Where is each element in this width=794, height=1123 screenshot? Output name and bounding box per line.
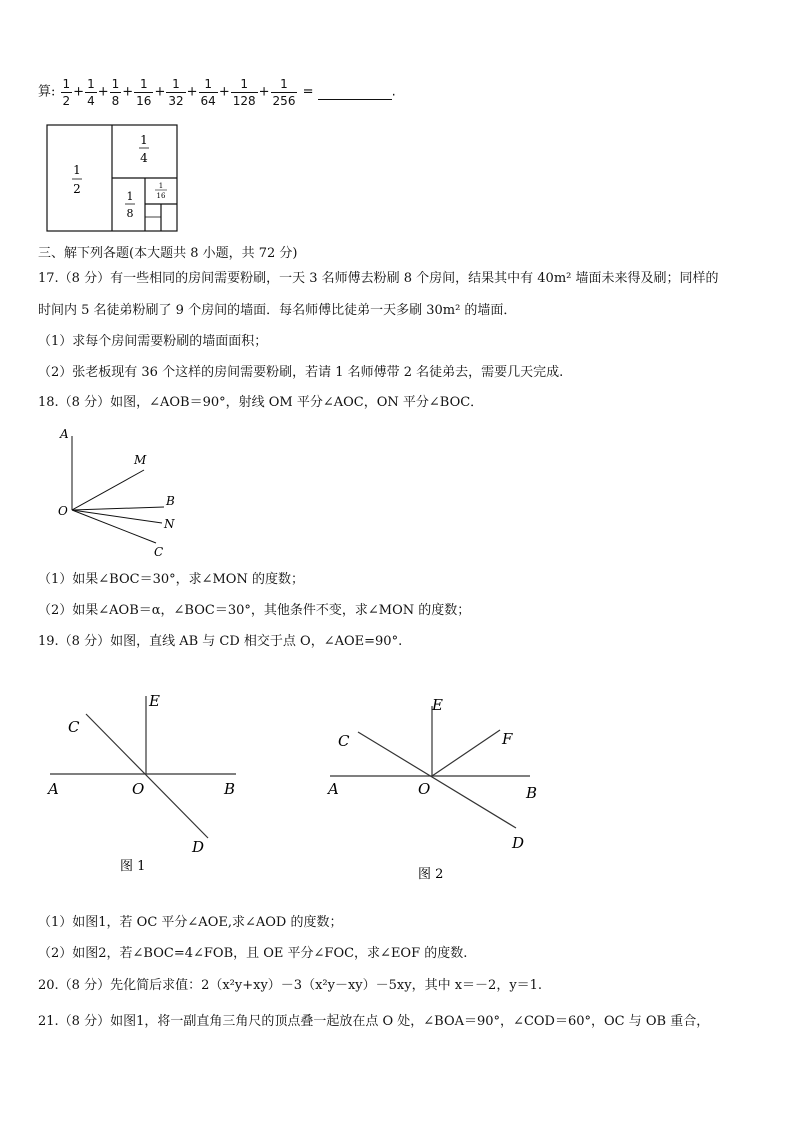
calc-end: . bbox=[391, 84, 396, 100]
fraction-denominator: 4 bbox=[87, 94, 95, 108]
fig1-label-A: A bbox=[48, 780, 59, 798]
q17-part2: （2）张老板现有 36 个这样的房间需要粉刷，若请 1 名师傅带 2 名徒弟去，需要几天完成. bbox=[38, 365, 564, 380]
q18-label-A: A bbox=[60, 427, 69, 441]
fraction-denominator: 2 bbox=[62, 94, 71, 108]
fraction-numerator: 1 bbox=[111, 77, 120, 91]
fig1-label-E: E bbox=[149, 692, 160, 710]
fig2-label-F: F bbox=[502, 730, 513, 748]
fraction-numerator: 1 bbox=[62, 77, 71, 91]
fig1-caption: 图 1 bbox=[120, 859, 146, 874]
fraction-term bbox=[61, 76, 73, 109]
plus-sign: + bbox=[218, 84, 230, 100]
q19-stem: 19.（8 分）如图，直线 AB 与 CD 相交于点 O，∠AOE=90°. bbox=[38, 634, 403, 649]
q18-label-B: B bbox=[166, 494, 175, 508]
q17-part1: （1）求每个房间需要粉刷的墙面面积； bbox=[38, 334, 268, 349]
fraction-term bbox=[85, 76, 97, 109]
sixteenth-denominator: 16 bbox=[156, 192, 166, 200]
answer-blank[interactable] bbox=[318, 86, 392, 100]
plus-sign: + bbox=[154, 84, 166, 100]
fraction-numerator: 1 bbox=[87, 77, 95, 91]
fraction-numerator: 1 bbox=[199, 76, 218, 93]
quarter-numerator: 1 bbox=[140, 133, 148, 147]
fraction-denominator: 8 bbox=[111, 94, 120, 108]
q17-line1: 17.（8 分）有一些相同的房间需要粉刷，一天 3 名师傅去粉刷 8 个房间，结果其中有 40m² 墙面未来得及刷；同样的 bbox=[38, 271, 719, 286]
q18-label-O: O bbox=[58, 504, 68, 518]
fraction-denominator: 16 bbox=[136, 94, 152, 108]
q19-part2: （2）如图2，若∠BOC=4∠FOB，且 OE 平分∠FOC，求∠EOF 的度数. bbox=[38, 946, 468, 961]
q19-part1: （1）如图1，若 OC 平分∠AOE,求∠AOD 的度数； bbox=[38, 915, 343, 930]
q21-text: 21.（8 分）如图1，将一副直角三角尺的顶点叠一起放在点 O 处，∠BOA＝90°，∠COD＝60°，OC 与 OB 重合， bbox=[38, 1014, 710, 1029]
q18-figure bbox=[52, 422, 192, 562]
eighth-numerator: 1 bbox=[126, 190, 134, 203]
plus-sign: + bbox=[73, 84, 85, 100]
fig1-label-D: D bbox=[192, 838, 205, 856]
q19-figure2 bbox=[322, 682, 562, 882]
fraction-term bbox=[199, 76, 218, 109]
fig2-label-C: C bbox=[338, 732, 350, 750]
fraction-term bbox=[271, 76, 298, 109]
q18-label-M: M bbox=[134, 453, 147, 467]
fig2-label-E: E bbox=[432, 696, 443, 714]
square-figure bbox=[46, 124, 186, 236]
fraction-term bbox=[231, 76, 258, 109]
plus-sign: + bbox=[122, 84, 134, 100]
half-denominator: 2 bbox=[73, 182, 81, 196]
fraction-numerator: 1 bbox=[134, 76, 153, 93]
q18-label-N: N bbox=[164, 517, 175, 531]
fraction-numerator: 1 bbox=[271, 76, 298, 93]
fraction-denominator: 32 bbox=[168, 94, 184, 108]
fig2-label-B: B bbox=[526, 784, 538, 802]
fraction-denominator: 64 bbox=[200, 94, 216, 108]
fig2-label-O: O bbox=[418, 780, 431, 798]
fraction-term bbox=[110, 76, 122, 109]
fraction-denominator: 128 bbox=[232, 94, 256, 108]
fig1-label-O: O bbox=[132, 780, 145, 798]
fraction-term bbox=[134, 76, 153, 109]
fig2-label-D: D bbox=[512, 834, 525, 852]
calc-label: 算: bbox=[38, 84, 56, 100]
q18-part1: （1）如果∠BOC＝30°，求∠MON 的度数； bbox=[38, 572, 304, 587]
fig2-label-A: A bbox=[328, 780, 339, 798]
q18-part2: （2）如果∠AOB＝α，∠BOC＝30°，其他条件不变，求∠MON 的度数； bbox=[38, 603, 471, 618]
fig1-label-B: B bbox=[224, 780, 236, 798]
q18-label-C: C bbox=[154, 545, 164, 559]
q19-figure1 bbox=[40, 682, 260, 882]
plus-sign: + bbox=[258, 84, 270, 100]
section-heading: 三、解下列各题(本大题共 8 小题，共 72 分) bbox=[38, 246, 298, 261]
fraction-numerator: 1 bbox=[166, 76, 185, 93]
calc-line bbox=[38, 76, 396, 109]
q17-line2: 时间内 5 名徒弟粉刷了 9 个房间的墙面．每名师傅比徒弟一天多刷 30m² 的墙面． bbox=[38, 303, 517, 318]
equals-sign: = bbox=[302, 84, 314, 100]
q20-text: 20.（8 分）先化简后求值：2（x²y+xy）－3（x²y－xy）－5xy，其中 x＝－2，y＝1. bbox=[38, 978, 543, 993]
fraction-denominator: 256 bbox=[272, 94, 296, 108]
calc-terms bbox=[60, 77, 299, 108]
sixteenth-numerator: 1 bbox=[158, 182, 164, 190]
quarter-denominator: 4 bbox=[140, 151, 148, 165]
fraction-numerator: 1 bbox=[231, 76, 258, 93]
q18-stem: 18.（8 分）如图，∠AOB＝90°，射线 OM 平分∠AOC，ON 平分∠BOC． bbox=[38, 395, 484, 410]
fraction-term bbox=[166, 76, 185, 109]
half-numerator: 1 bbox=[73, 163, 81, 177]
plus-sign: + bbox=[186, 84, 198, 100]
fig2-caption: 图 2 bbox=[418, 867, 444, 882]
plus-sign: + bbox=[97, 84, 109, 100]
fig1-label-C: C bbox=[68, 718, 80, 736]
eighth-denominator: 8 bbox=[126, 207, 134, 220]
